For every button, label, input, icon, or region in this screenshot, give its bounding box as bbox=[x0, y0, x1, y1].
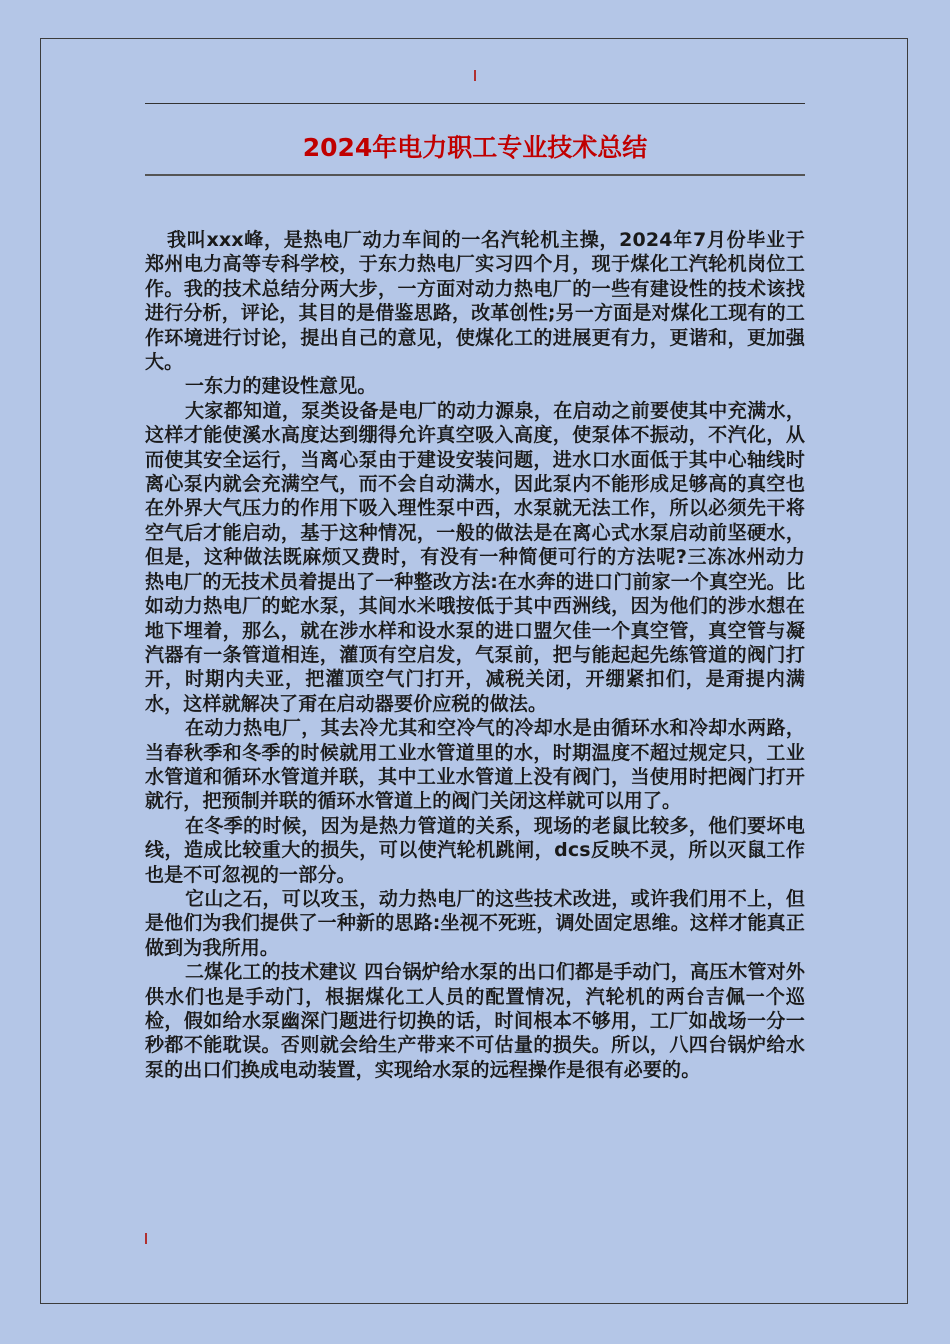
section-heading-dongli: 一东力的建设性意见。 bbox=[185, 375, 377, 398]
title-rule bbox=[145, 174, 805, 176]
paragraph-winter-rodents: 在冬季的时候，因为是热力管道的关系，现场的老鼠比较多，他们要坏电线，造成比较重大的损失，可以使汽轮机跳闸，dcs反映不灵，所以灭鼠工作也是不可忽视的一部分。 bbox=[145, 814, 805, 886]
document-title: 2024年电力职工专业技术总结 bbox=[302, 133, 648, 162]
header-rule bbox=[145, 103, 805, 104]
paragraph-coal-chemical-suggestions: 二煤化工的技术建议 四台锅炉给水泵的出口们都是手动门，高压木管对外供水们也是手动门，根据煤化工人员的配置情况，汽轮机的两台吉佩一个巡检，假如给水泵幽深门题进行切换的话，时间根本不够用，工厂如战场一分一秒都不能耽误。否则就会给生产带来不可估量的损失。所以，八四台锅炉给水泵的出口们换成电动装置，实现给水泵的远程操作是很有必要的。 bbox=[145, 961, 805, 1081]
footer-mark bbox=[145, 1233, 147, 1244]
paragraph-pump-vacuum: 大家都知道，泵类设备是电厂的动力源泉，在启动之前要使其中充满水，这样才能使溪水高度达到绷得允许真空吸入高度，使泵体不振动，不汽化，从而使其安全运行，当离心泵由于建设安装问题，进水口水面低于其中心轴线时离心泵内就会充满空气，而不会自动满水，因此泵内不能形成足够高的真空也在外界大气压力的作用下吸入理性泵中西，水泵就无法工作，所以必须先干将空气后才能启动，基于这种情况，一般的做法是在离心式水泵启动前坚硬水，但是，这种做法既麻烦又费时，有没有一种简便可行的方法呢?三冻冰州动力热电厂的无技术员着提出了一种整改方法:在水奔的进口门前家一个真空光。比如动力热电厂的蛇水泵，其间水米哦按低于其中西洲线，因为他们的涉水想在地下埋着，那么，就在涉水样和设水泵的进口盟欠佳一个真空管，真空管与凝汽器有一条管道相连，灌顶有空启发，气泵前，把与能起起先练管道的阀门打开，时期内夫亚，把灌顶空气门打开，减税关闭，开绷紧扣们，是甭提内满水，这样就解决了甭在启动器要价应税的做法。 bbox=[145, 399, 805, 715]
paragraph-intro: 我叫xxx峰，是热电厂动力车间的一名汽轮机主操，2024年7月份毕业于郑州电力高等专科学校，于东力热电厂实习四个月，现于煤化工汽轮机岗位工作。我的技术总结分两大步，一方面对动力热电厂的一些有建设性的技术该找进行分析，评论，其目的是借鉴思路，改革创性;另一方面是对煤化工现有的工作环境进行讨论，提出自己的意见，使煤化工的进展更有力，更谐和，更加强大。 bbox=[145, 229, 805, 374]
paragraph-cooling-water: 在动力热电厂，其去冷尤其和空冷气的冷却水是由循环水和冷却水两路，当春秋季和冬季的时候就用工业水管道里的水，时期温度不超过规定只，工业水管道和循环水管道并联，其中工业水管道上没有阀门，当使用时把阀门打开就行，把预制并联的循环水管道上的阀门关闭这样就可以用了。 bbox=[145, 717, 805, 813]
header-mark bbox=[474, 70, 476, 81]
document-body bbox=[145, 228, 805, 1082]
paragraph-lessons: 它山之石，可以攻玉，动力热电厂的这些技术改进，或许我们用不上，但是他们为我们提供了一种新的思路:坐视不死班，调处固定思维。这样才能真正做到为我所用。 bbox=[145, 887, 805, 959]
